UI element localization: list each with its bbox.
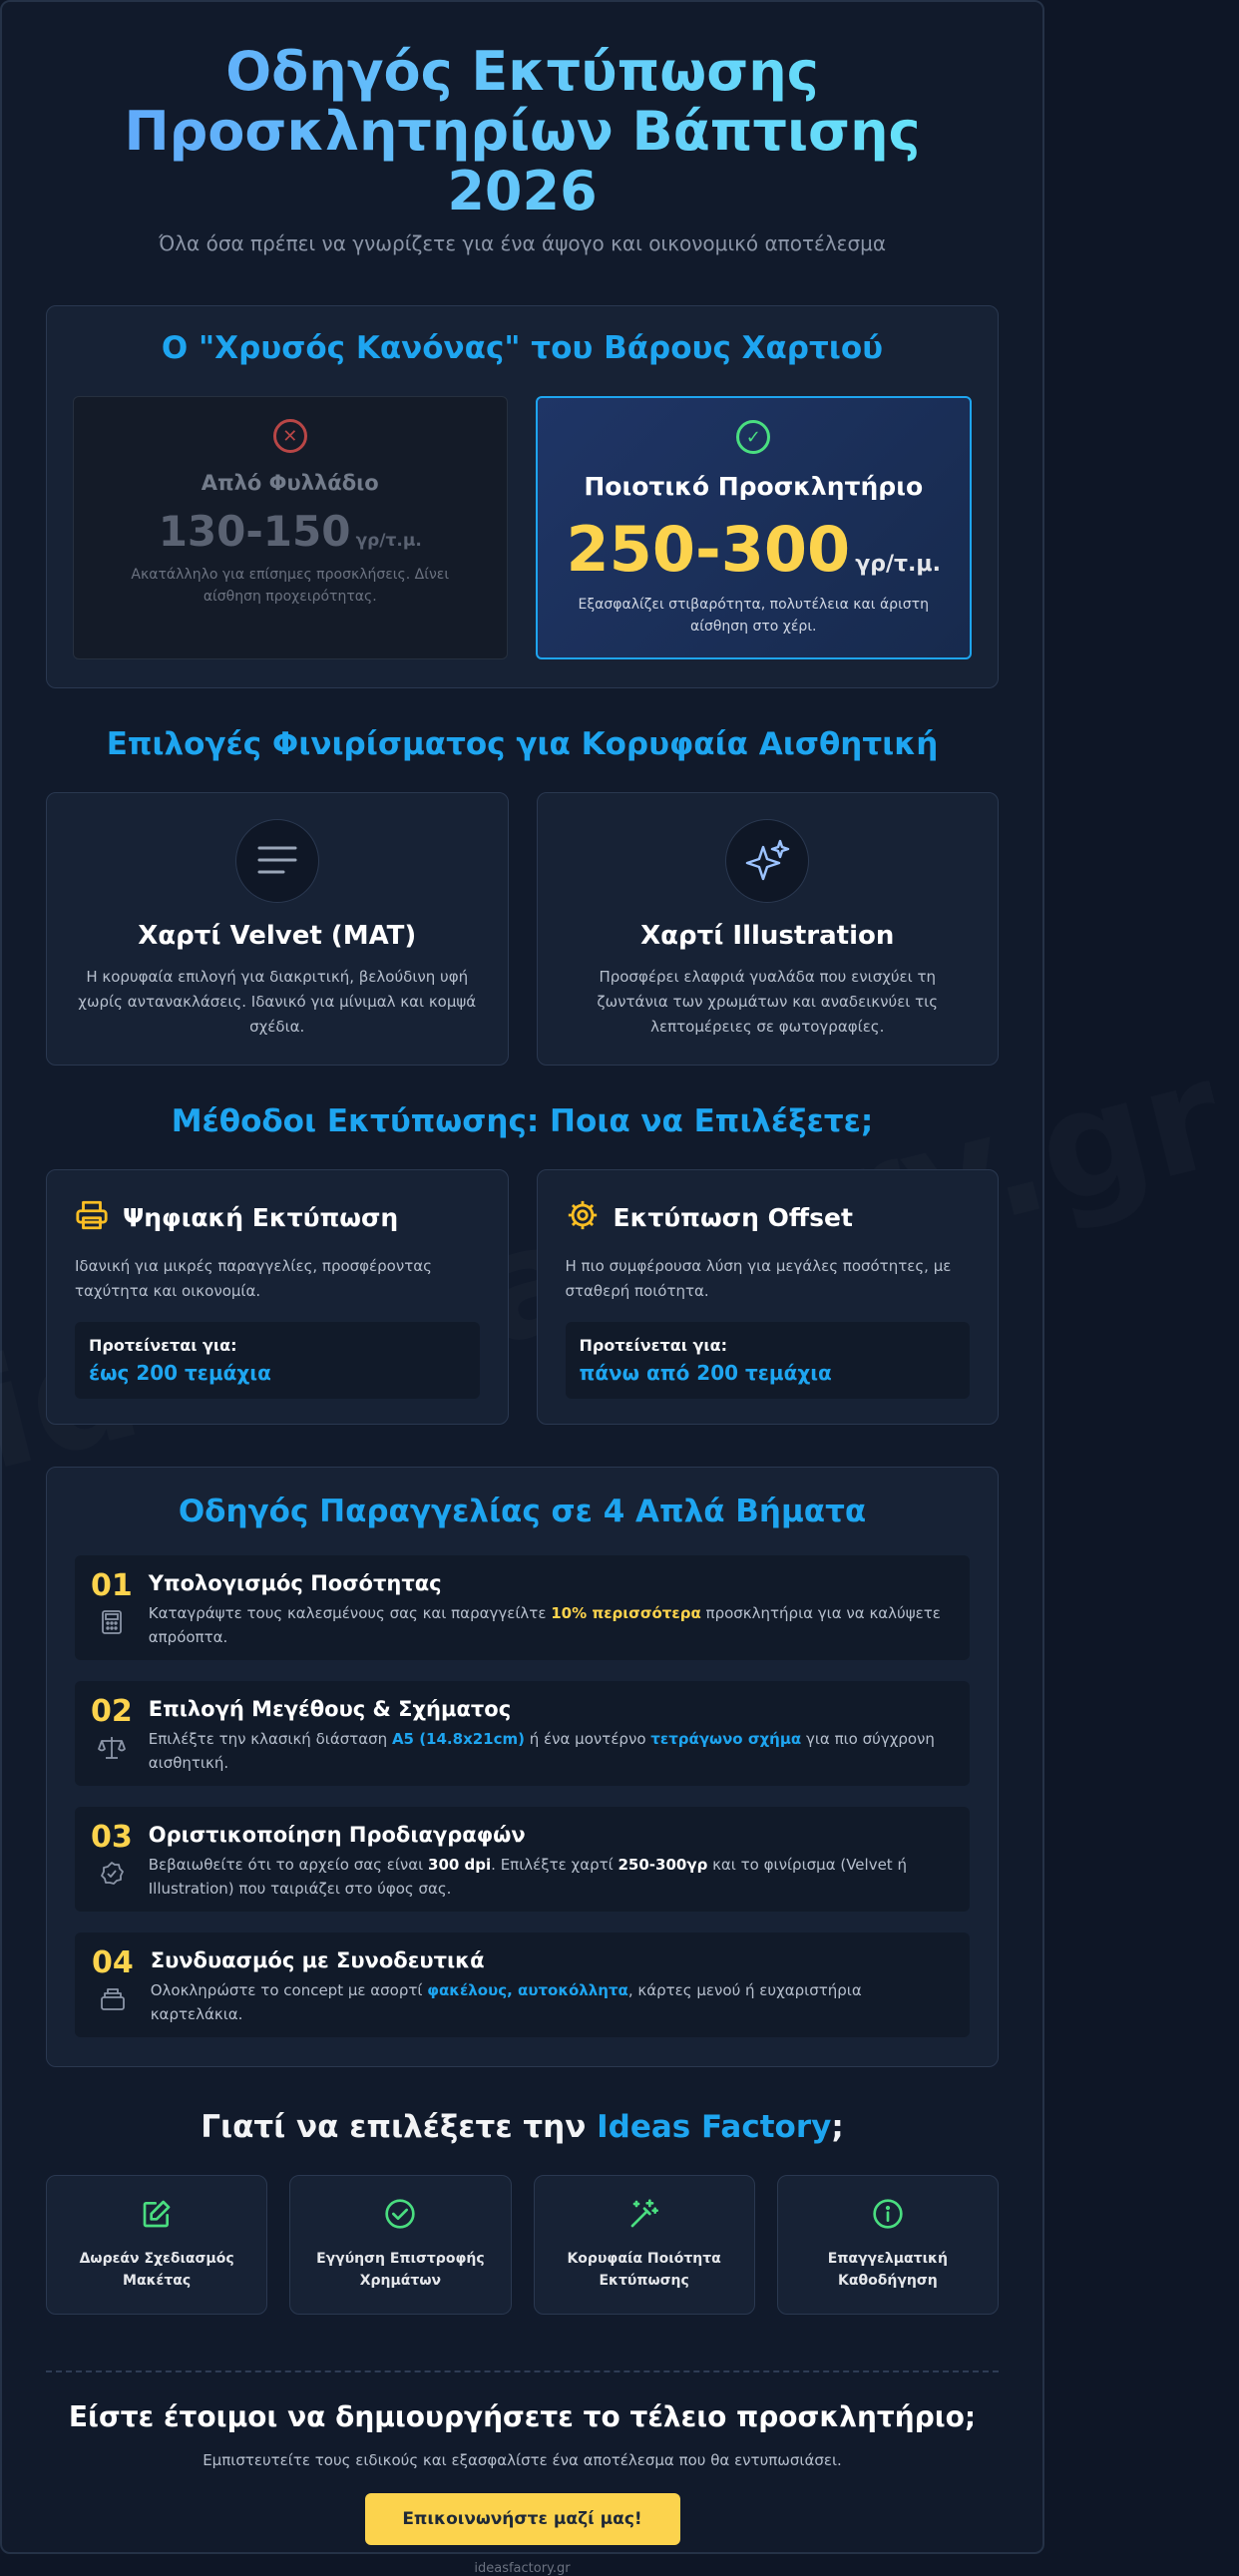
invitation-card [536, 396, 973, 659]
invitation-weight [538, 513, 971, 586]
finish-card-velvet [46, 792, 509, 1066]
method-desc-digital: Ιδανική για μικρές παραγγελίες, προσφέροντας ταχύτητα και οικονομία. [75, 1257, 432, 1300]
step-desc: Βεβαιωθείτε ότι το αρχείο σας είναι 300 dpi. Επιλέξτε χαρτί 250-300γρ και το φινίρισμα (Velvet ή Illustration) που ταιριάζει στο ύφος σας. [148, 1856, 907, 1898]
why-card [534, 2175, 755, 2315]
step-item [75, 1807, 970, 1912]
order-steps-section [46, 1467, 999, 2067]
method-title-offset: Εκτύπωση Offset [613, 1202, 853, 1232]
flyer-desc: Ακατάλληλο για επίσημες προσκλήσεις. Δίνει αίσθηση προχειρότητας. [131, 567, 450, 605]
check-circle-icon [384, 2215, 416, 2234]
step-number: 01 [91, 1568, 133, 1603]
finish-desc-velvet: Η κορυφαία επιλογή για διακριτική, βελούδινη υφή χωρίς αντανακλάσεις. Ιδανικό για μίνιμαλ και κομψά σχέδια. [78, 968, 477, 1036]
reco-label: Προτείνεται για: [89, 1336, 237, 1355]
check-circle-icon: ✓ [736, 420, 770, 454]
step-title: Οριστικοποίηση Προδιαγραφών [148, 1823, 526, 1847]
printer-icon [75, 1198, 109, 1236]
step-number: 04 [91, 1945, 134, 1980]
method-reco-digital [75, 1322, 480, 1399]
step-item [75, 1681, 970, 1786]
why-label: Δωρεάν Σχεδιασμός Μακέτας [79, 2251, 234, 2289]
method-card-digital [46, 1169, 509, 1425]
step-title: Υπολογισμός Ποσότητας [148, 1571, 442, 1595]
cta-subtitle: Εμπιστευτείτε τους ειδικούς και εξασφαλίστε ένα αποτέλεσμα που θα εντυπωσιάσει. [203, 2451, 842, 2469]
finish-desc-illustration: Προσφέρει ελαφριά γυαλάδα που ενισχύει τη ζωντάνια των χρωμάτων και αναδεικνύει τις λεπτομέρειες σε φωτογραφίες. [597, 968, 939, 1036]
page-subtitle: Όλα όσα πρέπει να γνωρίζετε για ένα άψογο και οικονομικό αποτέλεσμα [158, 231, 887, 255]
flyer-weight-value: 130-150 [158, 507, 351, 556]
method-card-offset [537, 1169, 1000, 1425]
paper-weight-title: Ο "Χρυσός Κανόνας" του Βάρους Χαρτιού [161, 330, 884, 366]
step-title: Συνδυασμός με Συνοδευτικά [150, 1948, 485, 1972]
invitation-title: Ποιοτικό Προσκλητήριο [584, 472, 924, 501]
invitation-weight-unit: γρ/τ.μ. [855, 552, 941, 577]
scale-icon [91, 1735, 133, 1761]
finish-title-illustration: Χαρτί Illustration [640, 921, 895, 951]
reco-value: έως 200 τεμάχια [89, 1361, 271, 1385]
method-title-digital: Ψηφιακή Εκτύπωση [123, 1202, 399, 1232]
why-title: Γιατί να επιλέξετε την Ideas Factory; [201, 2109, 844, 2145]
why-label: Επαγγελματική Καθοδήγηση [827, 2251, 948, 2289]
reco-label: Προτείνεται για: [579, 1336, 728, 1355]
page-title-line2: Προσκλητηρίων Βάπτισης 2026 [124, 100, 921, 222]
finish-card-illustration [537, 792, 1000, 1066]
step-title: Επιλογή Μεγέθους & Σχήματος [148, 1697, 512, 1721]
wand-icon [628, 2215, 660, 2234]
badge-check-icon [91, 1861, 133, 1887]
x-circle-icon: ✕ [273, 419, 307, 453]
step-number: 03 [91, 1820, 133, 1855]
why-label: Εγγύηση Επιστροφής Χρημάτων [316, 2251, 485, 2289]
edit-icon [141, 2215, 173, 2234]
step-desc: Επιλέξτε την κλασική διάσταση A5 (14.8x21cm) ή ένα μοντέρνο τετράγωνο σχήμα για πιο σύγχρονη αισθητική. [148, 1730, 935, 1772]
invitation-weight-value: 250-300 [566, 513, 851, 586]
methods-title: Μέθοδοι Εκτύπωσης: Ποια να Επιλέξετε; [171, 1103, 874, 1139]
why-card [289, 2175, 511, 2315]
reco-value: πάνω από 200 τεμάχια [579, 1361, 832, 1385]
step-item [75, 1555, 970, 1660]
page-title [46, 42, 999, 221]
paper-weight-section [46, 305, 999, 688]
flyer-weight [74, 507, 507, 556]
method-reco-offset [566, 1322, 971, 1399]
info-icon [872, 2215, 904, 2234]
method-desc-offset: Η πιο συμφέρουσα λύση για μεγάλες ποσότητες, με σταθερή ποιότητα. [565, 1257, 952, 1300]
contact-button[interactable]: Επικοινωνήστε μαζί μας! [365, 2493, 680, 2545]
flyer-title: Απλό Φυλλάδιο [201, 471, 379, 495]
step-number: 02 [91, 1694, 133, 1729]
why-label: Κορυφαία Ποιότητα Εκτύπωσης [567, 2251, 721, 2289]
gear-icon [566, 1198, 600, 1236]
flyer-card [73, 396, 508, 659]
stack-icon [91, 1986, 135, 2012]
steps-title: Οδηγός Παραγγελίας σε 4 Απλά Βήματα [178, 1494, 867, 1529]
page-title-line1: Οδηγός Εκτύπωσης [225, 40, 819, 103]
step-desc: Ολοκληρώστε το concept με ασορτί φακέλους, αυτοκόλλητα, κάρτες μενού ή ευχαριστήρια καρτελάκια. [150, 1981, 862, 2023]
site-link[interactable]: ideasfactory.gr [474, 2561, 571, 2576]
cta-title: Είστε έτοιμοι να δημιουργήσετε το τέλειο προσκλητήριο; [68, 2400, 977, 2433]
sparkles-icon [725, 819, 809, 903]
invitation-desc: Εξασφαλίζει στιβαρότητα, πολυτέλεια και άριστη αίσθηση στο χέρι. [578, 597, 929, 635]
calculator-icon [91, 1609, 133, 1635]
why-card [777, 2175, 999, 2315]
flyer-weight-unit: γρ/τ.μ. [355, 531, 422, 551]
lines-icon [235, 819, 319, 903]
step-desc: Καταγράψτε τους καλεσμένους σας και παραγγείλτε 10% περισσότερα προσκλητήρια για να καλύψετε απρόοπτα. [148, 1604, 941, 1646]
finish-title: Επιλογές Φινιρίσματος για Κορυφαία Αισθητική [106, 726, 939, 762]
why-card [46, 2175, 267, 2315]
finish-title-velvet: Χαρτί Velvet (MAT) [138, 921, 417, 951]
step-item [75, 1932, 970, 2037]
divider [46, 2370, 999, 2372]
